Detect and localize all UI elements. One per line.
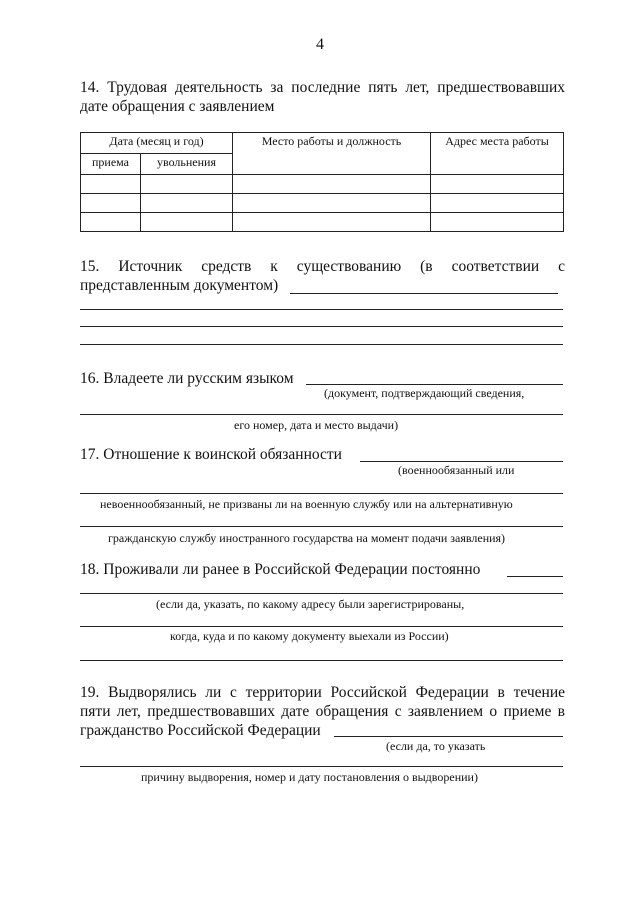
section-18-hint1: (если да, указать, по какому адресу были зарегистрированы, [156,597,465,611]
cell-dismiss[interactable] [141,175,233,194]
subheader-dismiss: увольнения [141,154,233,175]
cell-address[interactable] [431,213,564,232]
cell-dismiss[interactable] [141,194,233,213]
fill-line-funds-source[interactable] [290,293,558,294]
fill-line[interactable] [80,344,563,345]
header-address: Адрес места работы [431,133,564,175]
cell-place[interactable] [233,175,431,194]
cell-hire[interactable] [81,194,141,213]
header-date: Дата (месяц и год) [81,133,233,154]
cell-place[interactable] [233,194,431,213]
cell-hire[interactable] [81,175,141,194]
table-row [81,175,564,194]
section-16-hint1: (документ, подтверждающий сведения, [324,386,525,400]
cell-hire[interactable] [81,213,141,232]
section-16-hint2: его номер, дата и место выдачи) [234,418,399,432]
fill-line[interactable] [80,493,563,494]
header-place: Место работы и должность [233,133,431,175]
cell-address[interactable] [431,194,564,213]
fill-line[interactable] [80,414,563,415]
section-19-hint1: (если да, то указать [386,739,486,753]
fill-line[interactable] [80,309,563,310]
section-19-title-line2: пяти лет, предшествовавших дате обращения с заявлением о приеме в [80,703,565,720]
section-17-hint2: невоеннообязанный, не призваны ли на военную службу или на альтернативную [100,497,513,511]
section-16-label: 16. Владеете ли русским языком [80,370,294,387]
page-number: 4 [316,36,324,53]
section-17-label: 17. Отношение к воинской обязанности [80,446,342,463]
section-17-hint3: гражданскую службу иностранного государства на момент подачи заявления) [108,531,506,545]
fill-line-military-duty[interactable] [360,461,563,462]
fill-line[interactable] [80,526,563,527]
fill-line[interactable] [80,626,563,627]
cell-address[interactable] [431,175,564,194]
section-19-title-line1: 19. Выдворялись ли с территории Российской Федерации в течение [80,684,565,701]
section-14-title-line1: 14. Трудовая деятельность за последние пять лет, предшествовавших [80,79,565,96]
section-15-title-line1: 15. Источник средств к существованию (в соответствии с [80,258,565,275]
section-17-hint1: (военнообязанный или [398,463,515,477]
fill-line-russian-language[interactable] [306,384,563,385]
section-19-hint2: причину выдворения, номер и дату постановления о выдворении) [141,770,478,784]
fill-line[interactable] [80,593,563,594]
table-row [81,194,564,213]
fill-line[interactable] [80,660,563,661]
fill-line[interactable] [80,326,563,327]
cell-dismiss[interactable] [141,213,233,232]
section-14-title-line2: дате обращения с заявлением [80,98,275,115]
section-18-label: 18. Проживали ли ранее в Российской Федерации постоянно [80,561,481,578]
fill-line-deportation[interactable] [334,736,563,737]
table-row [81,213,564,232]
subheader-hire: приема [81,154,141,175]
section-15-title-line2: представленным документом) [80,277,279,294]
fill-line[interactable] [80,766,563,767]
fill-line-lived-in-russia[interactable] [507,576,563,577]
work-history-table [80,132,564,232]
section-19-title-line3: гражданство Российской Федерации [80,722,321,739]
cell-place[interactable] [233,213,431,232]
section-18-hint2: когда, куда и по какому документу выехали из России) [170,629,449,643]
